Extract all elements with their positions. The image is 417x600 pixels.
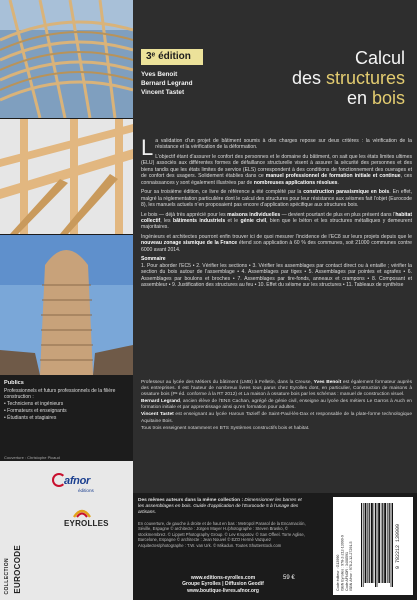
isbn-code: ISBN Afnor : 978-2-12-27291-5 xyxy=(349,541,354,591)
bio-paragraph: Professeur au lycée des Métiers du bâtiment (LMB) à Felletin, dans la Creuse, Yves Benoit est également formateur auprès des entreprises. Il est l’auteur de nombreux livres tous parus chez Eyrolles dont, en particulier, Construction de maisons à ossature bois (Pᵉ éd. conforme à la RT 2012) et La maison à ossature bois par les schémas : manuel de construction visuel. xyxy=(141,380,413,398)
author-name: Yves Benoit xyxy=(141,71,178,78)
authors-list xyxy=(141,70,193,98)
barcode-icon xyxy=(361,503,393,587)
isbn-code: ISBN Eyrolles : 978-2-212-13990-9 xyxy=(340,535,345,591)
author-name: Bernard Legrand xyxy=(141,80,193,88)
description-paragraph: Pour sa troisième édition, ce livre de référence a été complété par la construction parasismique en bois. En effet, malgré la réglementation particulière dont le calcul des structures pour leur résistance aux séismes fait l’objet (Eurocode 8), les manuels actuels n’en proposaient pas encore d’application spécifique aux structures bois. xyxy=(141,189,412,209)
audience-item: • Étudiants et stagiaires xyxy=(4,414,57,421)
title-line-2: des structures xyxy=(291,68,405,88)
description-paragraph: Le bois — déjà très apprécié pour les maisons individuelles — devient pourtant de plus en plus présent dans l’habitat collectif, les bâtiments industriels et le génie civil, bien que le béton et les structures métalliques y demeurent majoritaires. xyxy=(141,211,413,231)
description-paragraph: L’objectif étant d’assurer le confort des personnes et le domaine du bâtiment, on sait que les états limites ultimes (ELU) associés aux différentes formes de défaillance structurelle visent à assurer la sécurité des personnes et des biens tandis que les états limites de service (ELS) correspondent à des conditions de fonctionnement des ouvrages et de confort des usagers. Solidement établies dans ce manuel professionnel de formation initiale et continue, ces connaissances y sont également illustrées par de nombreuses applications résolues. xyxy=(141,153,412,186)
eyrolles-name: EYROLLES xyxy=(64,519,109,528)
photo-credits: En couverture, de gauche à droite et de haut en bas : Metropol Parasol de la Encarnación, Séville, Espagne © architecte : Jürgen Mayer H./photographe : Steven Brasko, © stockmembre2. © Lippett Photography Group. © Lev Kropotov. © San Offeel. Torre Aglise, Barcelone, Espagne © architecte : Jean Nouvel © EZO Hermé Vazquez Arquitectes/photographe : T.W. van Urk. © Mikadun. Toutes Shutterstock.com xyxy=(138,521,306,548)
price: 59 € xyxy=(283,575,295,581)
barcode-box xyxy=(333,497,413,595)
barcode-number: 9 782212 139909 xyxy=(395,523,401,569)
eyrolles-logo xyxy=(58,507,118,533)
right-column xyxy=(133,0,417,600)
edition-badge: 3ᵉ édition xyxy=(141,49,203,65)
websites xyxy=(173,575,273,594)
eyrolles-mark-icon xyxy=(72,507,92,519)
dropcap: L xyxy=(141,135,154,160)
book-title xyxy=(292,48,405,108)
audience-item: • Techniciens et ingénieurs xyxy=(4,401,64,408)
title-line-1: Calcul xyxy=(354,48,405,68)
eurocode-label: EUROCODE xyxy=(13,545,22,594)
left-column xyxy=(0,0,133,600)
bio-paragraph: Vincent Tastet est enseignant au lycée Haroun Tazieff de Saint-Paul-lès-Dax et responsable de la plate-forme technologique Aquitaine Bois. xyxy=(141,412,412,424)
afnor-name: afnor xyxy=(64,475,91,487)
audience-box xyxy=(0,376,133,451)
isbn-codes xyxy=(336,501,354,591)
afnor-subtitle: éditions xyxy=(78,488,94,493)
isbn-code: Code éditeur : G13990 xyxy=(336,554,340,591)
bottom-panel xyxy=(133,493,417,600)
summary-text: 1. Pour aborder l’EC5 • 2. Vérifier les sections • 3. Vérifier les assemblages par contact direct ou à entaille ; vérifier la section du bois autour de l’assemblage • 4. Assemblages par tiges • 5. Assemblages par pointes et agrafes • 6. Assemblages par boulons et broches • 7. Assemblages par tire-fonds, anneaux et crampons • 8. Composant et assembleur • 9. Justification des structures au feu • 10. Effet du séisme sur les structures • 11. Tableaux de synthèse xyxy=(141,262,412,289)
website-link[interactable]: www.boutique-livres.afnor.org xyxy=(187,587,259,594)
afnor-logo xyxy=(52,471,124,501)
cover-photo-timber-frame xyxy=(0,119,133,234)
audience-title: Publics xyxy=(4,380,24,386)
distributor-label: Groupe Eyrolles | Diffusion Geodif xyxy=(182,581,264,588)
bio-paragraph: Tous trois enseignent notamment en BTS Systèmes constructifs bois et habitat. xyxy=(141,425,310,431)
authors-bio xyxy=(141,380,412,433)
publisher-logo-strip xyxy=(0,461,133,600)
cover-photo-parasol xyxy=(0,0,133,118)
isbn-code: Code AFNOR : 3408591 xyxy=(344,552,349,591)
description-text xyxy=(141,135,413,292)
series-note: Des mêmes auteurs dans la même collection : Dimensionner les barres et les assemblages en bois. Guide d’application de l’Eurocode 5 à l’usage des artisans. xyxy=(138,498,302,515)
collection-label: COLLECTION xyxy=(4,557,10,594)
audience-intro: Professionnels et futurs professionnels de la filière construction : xyxy=(4,388,116,401)
title-line-3: en bois xyxy=(346,88,405,108)
cover-credit: Couverture : Christophe Picaud xyxy=(4,455,60,460)
description-paragraph: Ingénieurs et architectes pourront enfin trouver ici de quoi mesurer l’incidence de l’EC8 sur leurs projets depuis que le nouveau zonage sismique de la France étend son application à 60 % des communes, soit 21000 communes contre 6000 avant 2014. xyxy=(141,233,412,253)
website-link[interactable]: www.editions-eyrolles.com xyxy=(190,575,256,581)
bio-paragraph: Bernard Legrand, ancien élève de l’ENS Cachan, agrégé de génie civil, enseigne au lycée des métiers Le Garros à Auch en formation initiale et par apprentissage ainsi qu’en formation pour adultes. xyxy=(141,399,412,411)
cover-photo-tower xyxy=(0,235,133,375)
summary-title: Sommaire xyxy=(141,256,166,263)
audience-list xyxy=(4,401,129,421)
audience-item: • Formateurs et enseignants xyxy=(4,408,67,414)
author-name: Vincent Tastet xyxy=(141,89,185,97)
description-paragraph: La validation d’un projet de bâtiment soumis à des charges repose sur deux critères : la vérification de la résistance et la vérification de la déformation. xyxy=(141,135,412,160)
